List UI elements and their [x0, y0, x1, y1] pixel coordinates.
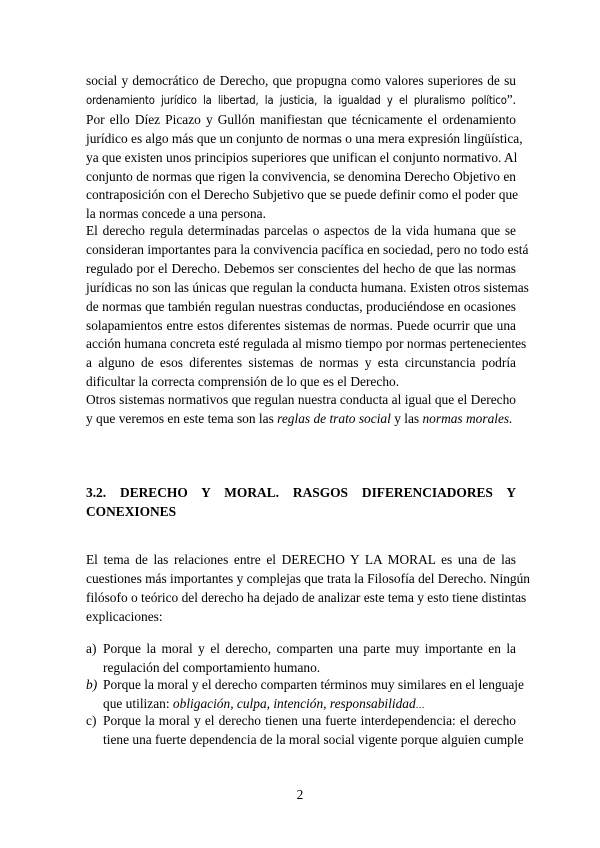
- list-item-b: [86, 676, 524, 715]
- text-line: Por ello Díez Picazo y Gullón manifiestan que técnicamente el ordenamiento: [86, 111, 516, 127]
- text-line: regulación del comportamiento humano.: [103, 659, 321, 675]
- text-line: conjunto de normas que rigen la convivencia, se denomina Derecho Objetivo en: [86, 168, 516, 184]
- heading-line: 3.2. DERECHO Y MORAL. RASGOS DIFERENCIADORES Y: [86, 485, 516, 500]
- text-line: dificultar la correcta comprensión de lo que es el Derecho.: [86, 374, 400, 390]
- paragraph-otros-sistemas: [86, 391, 516, 429]
- paragraph-derecho-y-moral: [86, 551, 531, 627]
- paragraph-derecho-regula: [86, 222, 529, 392]
- text-line: la normas concede a una persona.: [86, 206, 266, 222]
- text-line: [86, 91, 516, 111]
- text-line: solapamientos entre estos diferentes sistemas de normas. Puede ocurrir que una: [86, 317, 516, 333]
- text-line: jurídicas no son las únicas que regulan la conducta humana. Existen otros sistemas: [86, 279, 529, 295]
- text-line: Porque la moral y el derecho comparten términos muy similares en el lenguaje: [103, 677, 524, 692]
- text-line: jurídico es algo más que un conjunto de normas o una mera expresión lingüística,: [86, 130, 523, 146]
- list-item-c: [86, 712, 524, 750]
- quote-values: ordenamiento jurídico la libertad, la justicia, la igualdad y el pluralismo político: [86, 93, 507, 107]
- text-line: contraposición con el Derecho Subjetivo que se puede definir como el poder que: [86, 187, 519, 203]
- text-line: de normas que también regulan nuestras conductas, produciéndose en ocasiones: [86, 298, 516, 314]
- text-line: a alguno de esos diferentes sistemas de normas y esta circunstancia podría: [86, 355, 516, 371]
- text-line: tiene una fuerte dependencia de la moral social vigente porque alguien cumple: [103, 731, 524, 747]
- list-marker: a): [86, 641, 97, 656]
- italic-terms: obligación, culpa, intención, responsabilidad: [172, 695, 416, 711]
- text-line: acción humana concreta esté regulada al mismo tiempo por normas pertenecientes: [86, 336, 527, 352]
- italic-term: normas morales.: [422, 410, 513, 426]
- text-line: Otros sistemas normativos que regulan nuestra conducta al igual que el Derecho: [86, 392, 516, 407]
- paragraph-ordenamiento: [86, 72, 523, 224]
- text-fragment: y las: [390, 410, 423, 426]
- list-marker: b): [86, 677, 98, 692]
- text-fragment: y que veremos en este tema son las: [86, 410, 278, 426]
- section-heading: [86, 484, 516, 522]
- text-line: social y democrático de Derecho, que propugna como valores superiores de su: [86, 73, 516, 88]
- text-line: El tema de las relaciones entre el DERECHO Y LA MORAL es una de las: [86, 552, 516, 567]
- text-line: consideran importantes para la convivencia pacífica en sociedad, pero no todo está: [86, 241, 529, 257]
- text-line: ya que existen unos principios superiores que unifican el conjunto normativo. Al: [86, 149, 518, 165]
- text-line: cuestiones más importantes y complejas que trata la Filosofía del Derecho. Ningún: [86, 570, 531, 586]
- text-line: [86, 410, 516, 429]
- text-line: El derecho regula determinadas parcelas o aspectos de la vida humana que se: [86, 223, 516, 238]
- quote-end: ”.: [506, 91, 516, 107]
- italic-term: reglas de trato social: [277, 410, 391, 426]
- text-line: Porque la moral y el derecho tienen una fuerte interdependencia: el derecho: [103, 713, 516, 728]
- text-fragment: que utilizan:: [103, 695, 173, 711]
- text-line: Porque la moral y el derecho, comparten una parte muy importante en la: [103, 641, 516, 656]
- list-marker: c): [86, 713, 97, 728]
- list-item-a: [86, 640, 516, 678]
- heading-line: CONEXIONES: [86, 503, 177, 519]
- text-line: filósofo o teórico del derecho ha dejado de analizar este tema y esto tiene distintas: [86, 589, 527, 605]
- text-line: explicaciones:: [86, 608, 163, 624]
- text-line: regulado por el Derecho. Debemos ser conscientes del hecho de que las normas: [86, 260, 516, 276]
- page-number: 2: [296, 787, 304, 802]
- ellipsis: …: [415, 699, 425, 710]
